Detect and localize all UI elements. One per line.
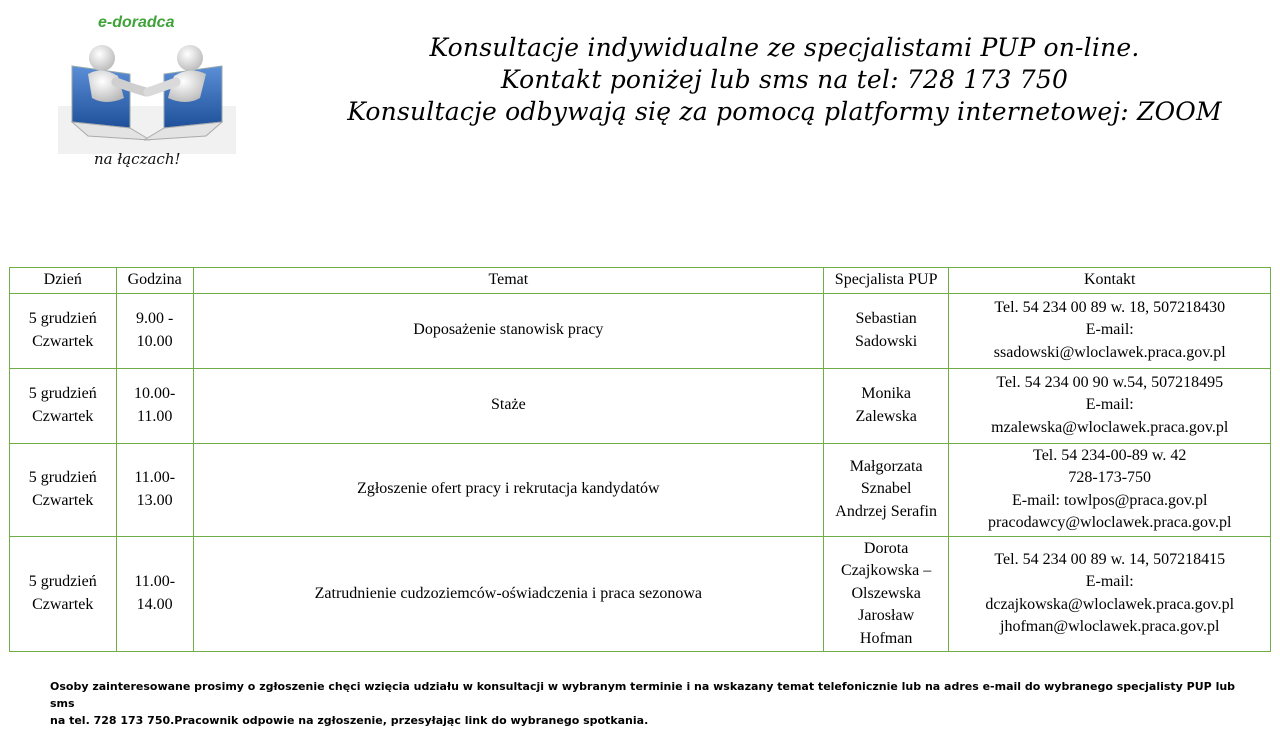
title-line-2: Kontakt poniżej lub sms na tel: 728 173 750	[500, 65, 1069, 94]
logo-caption: na łączach!	[94, 150, 181, 168]
contact-cell: Tel. 54 234 00 89 w. 14, 507218415 E-mail: dczajkowska@wloclawek.praca.gov.pl jhofman@wloclawek.praca.gov.pl	[949, 536, 1271, 652]
day-cell: 5 grudzień Czwartek	[10, 536, 117, 652]
header-topic: Temat	[193, 268, 823, 294]
header-specialist: Specjalista PUP	[823, 268, 949, 294]
contact-cell: Tel. 54 234-00-89 w. 42 728-173-750 E-mail: towlpos@praca.gov.pl pracodawcy@wloclawek.praca.gov.pl	[949, 443, 1271, 536]
table-header-row	[10, 268, 1271, 294]
day-cell: 5 grudzień Czwartek	[10, 368, 117, 443]
contact-cell: Tel. 54 234 00 90 w.54, 507218495 E-mail: mzalewska@wloclawek.praca.gov.pl	[949, 368, 1271, 443]
header-day: Dzień	[10, 268, 117, 294]
table-row	[10, 293, 1271, 368]
footer-note	[50, 678, 1260, 729]
topic-cell: Doposażenie stanowisk pracy	[193, 293, 823, 368]
handshake-laptops-icon	[58, 36, 236, 154]
specialist-cell: Małgorzata Sznabel Andrzej Serafin	[823, 443, 949, 536]
email-link[interactable]: jhofman@wloclawek.praca.gov.pl	[1000, 618, 1220, 636]
page-title	[292, 32, 1277, 128]
topic-cell: Staże	[193, 368, 823, 443]
hour-cell: 10.00- 11.00	[116, 368, 193, 443]
day-cell: 5 grudzień Czwartek	[10, 293, 117, 368]
consultation-schedule-table	[9, 267, 1271, 652]
table-row	[10, 536, 1271, 652]
specialist-cell: Dorota Czajkowska – Olszewska Jarosław Hofman	[823, 536, 949, 652]
email-link[interactable]: mzalewska@wloclawek.praca.gov.pl	[991, 418, 1229, 436]
day-cell: 5 grudzień Czwartek	[10, 443, 117, 536]
email-link[interactable]: pracodawcy@wloclawek.praca.gov.pl	[988, 514, 1232, 531]
title-line-3: Konsultacje odbywają się za pomocą platformy internetowej: ZOOM	[347, 97, 1222, 126]
email-link[interactable]: ssadowski@wloclawek.praca.gov.pl	[993, 343, 1226, 361]
email-link[interactable]: dczajkowska@wloclawek.praca.gov.pl	[985, 595, 1235, 613]
title-line-1: Konsultacje indywidualne ze specjalistami PUP on-line.	[429, 33, 1140, 62]
hour-cell: 11.00- 14.00	[116, 536, 193, 652]
header-hour: Godzina	[116, 268, 193, 294]
specialist-cell: Monika Zalewska	[823, 368, 949, 443]
topic-cell: Zatrudnienie cudzoziemców-oświadczenia i praca sezonowa	[193, 536, 823, 652]
table-row	[10, 368, 1271, 443]
header-contact: Kontakt	[949, 268, 1271, 294]
logo-brand: e-doradca	[98, 14, 175, 31]
topic-cell: Zgłoszenie ofert pracy i rekrutacja kandydatów	[193, 443, 823, 536]
hour-cell: 9.00 - 10.00	[116, 293, 193, 368]
specialist-cell: Sebastian Sadowski	[823, 293, 949, 368]
footer-line-1: Osoby zainteresowane prosimy o zgłoszenie chęci wzięcia udziału w konsultacji w wybranym terminie i na wskazany temat telefonicznie lub na adres e-mail do wybranego specjalisty PUP lub sms	[50, 680, 1236, 710]
table-row	[10, 443, 1271, 536]
hour-cell: 11.00- 13.00	[116, 443, 193, 536]
email-link[interactable]: E-mail: towlpos@praca.gov.pl	[1012, 491, 1208, 509]
logo	[58, 10, 238, 175]
footer-line-2: na tel. 728 173 750.Pracownik odpowie na zgłoszenie, przesyłając link do wybranego spotkania.	[50, 714, 649, 727]
contact-cell: Tel. 54 234 00 89 w. 18, 507218430 E-mail: ssadowski@wloclawek.praca.gov.pl	[949, 293, 1271, 368]
